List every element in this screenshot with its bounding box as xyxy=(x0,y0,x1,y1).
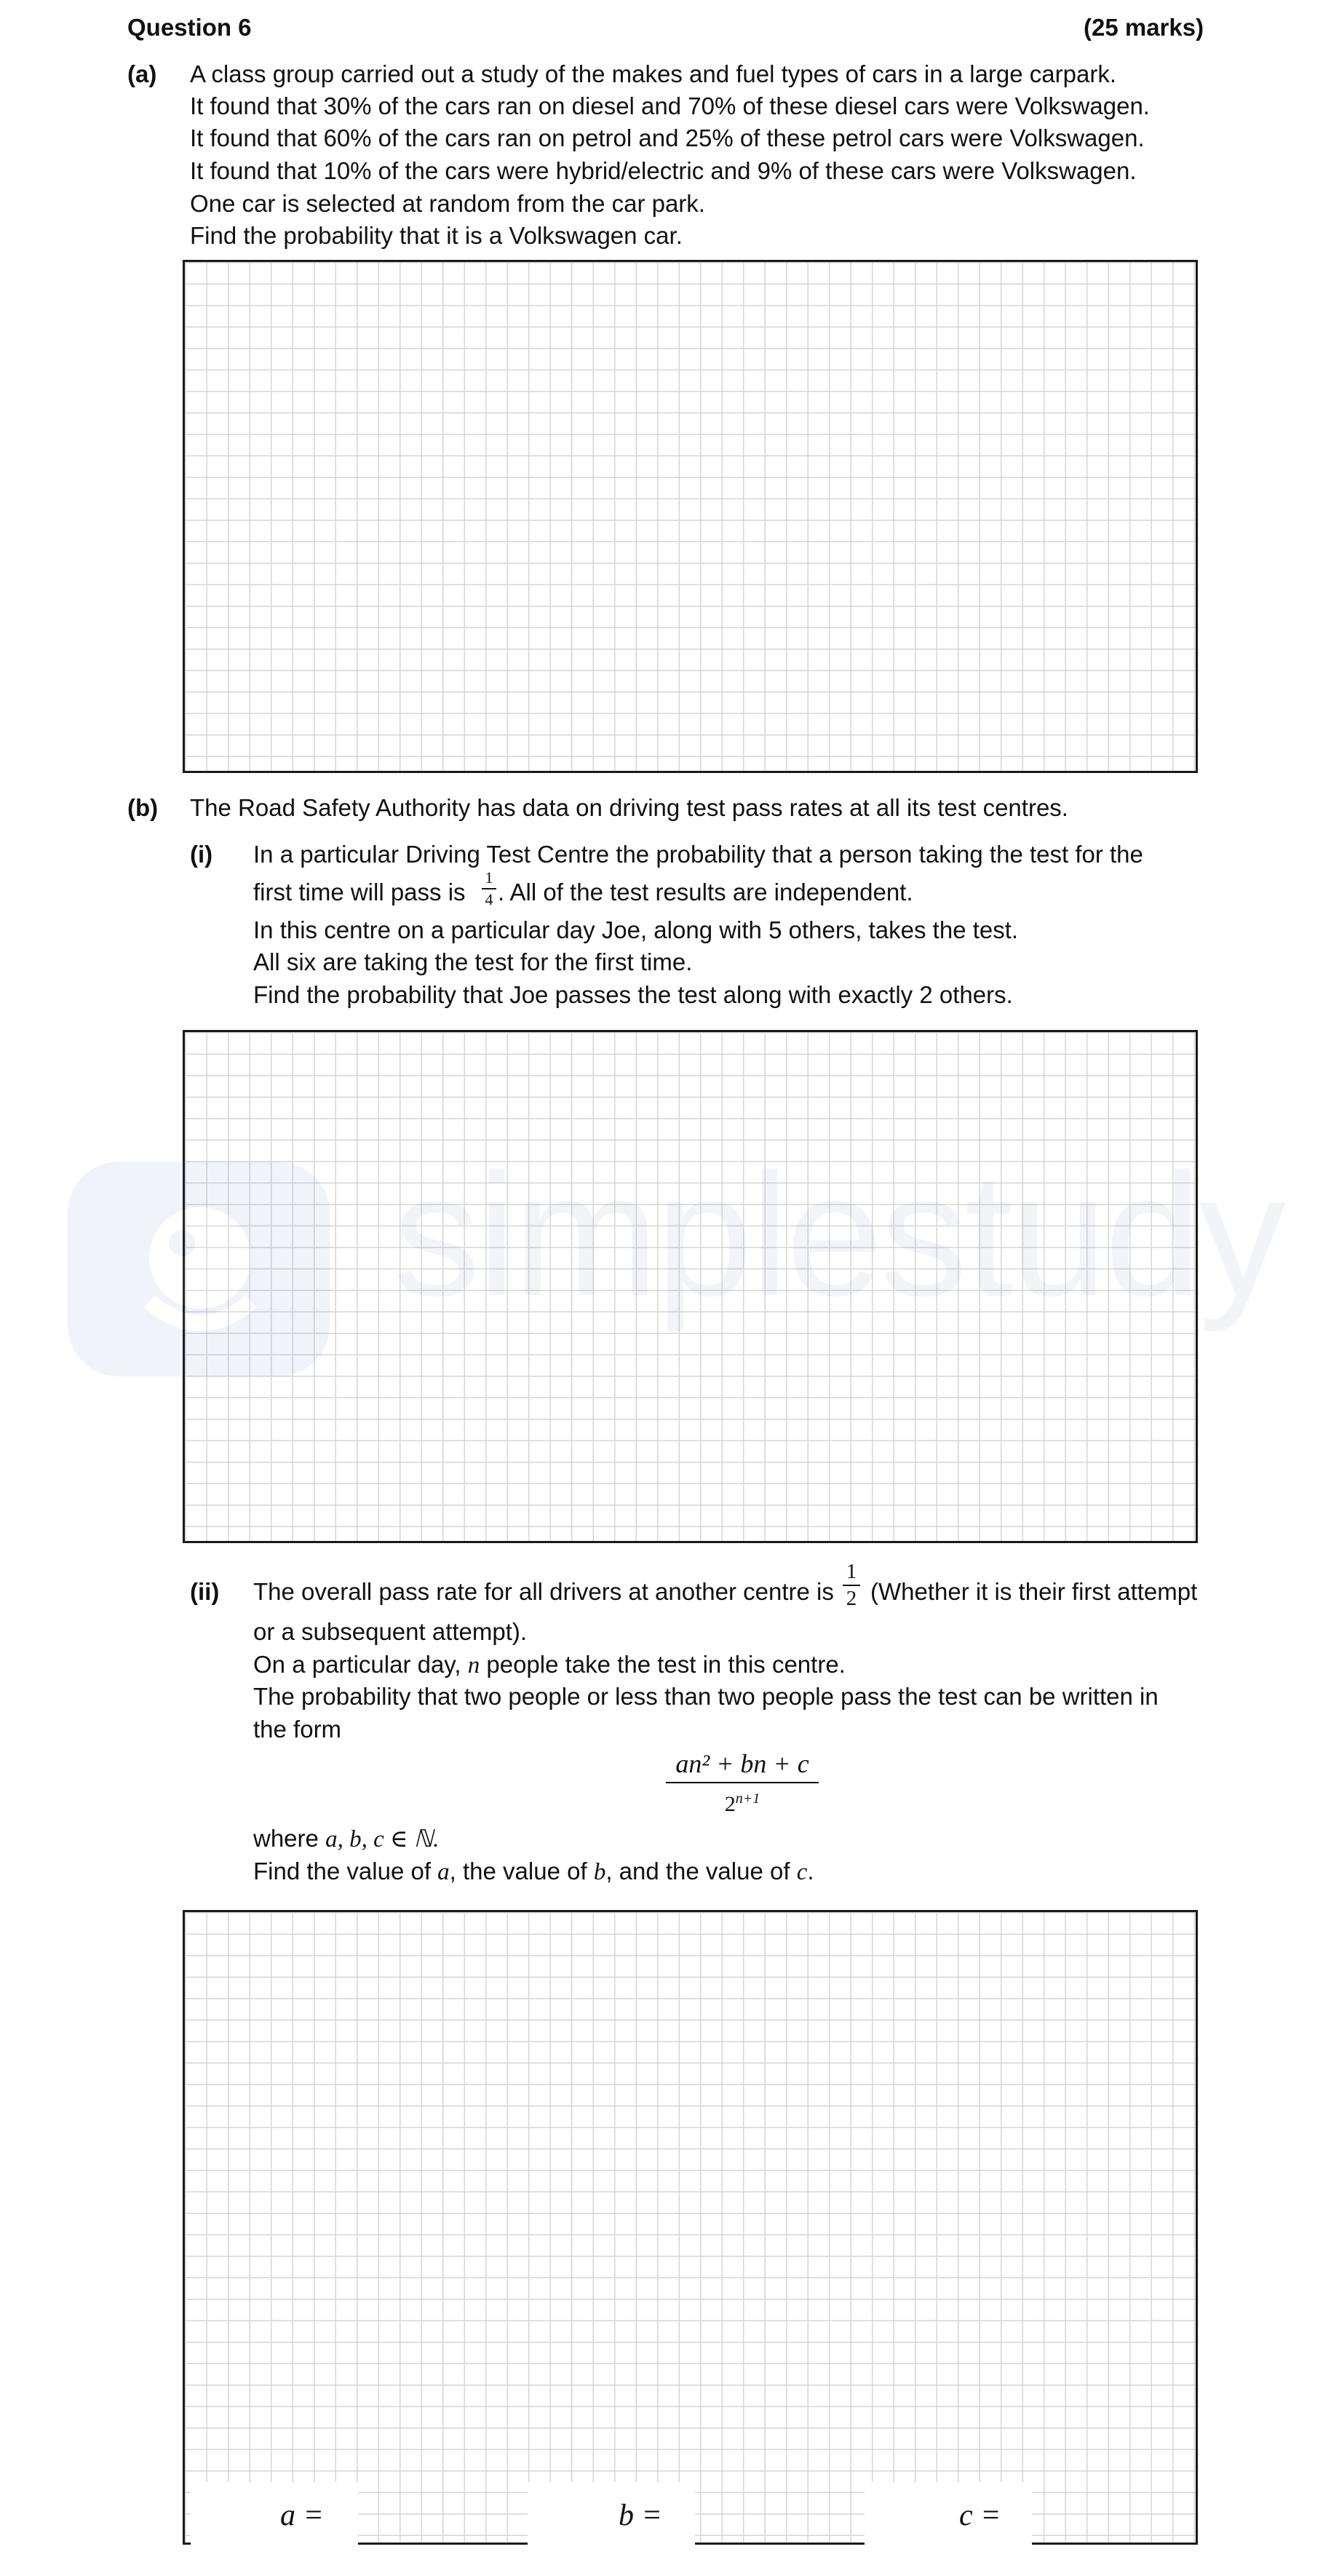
fraction-denominator: 4 xyxy=(485,890,493,908)
part-a-line: A class group carried out a study of the makes and fuel types of cars in a large carpark. xyxy=(190,60,1116,87)
sub-i-line2-start: first time will pass is xyxy=(253,879,466,905)
answer-b-label: b = xyxy=(619,2499,662,2532)
part-a-line: It found that 10% of the cars were hybrid/electric and 9% of these cars were Volkswagen. xyxy=(190,157,1137,184)
sub-ii-line3-end: people take the test in this centre. xyxy=(486,1651,846,1678)
formula xyxy=(659,1748,826,1817)
formula-denominator-exponent: n+1 xyxy=(735,1791,760,1807)
answer-grid-b-i[interactable] xyxy=(183,1030,1198,1543)
find-end: . xyxy=(807,1858,814,1885)
where-text: where xyxy=(253,1825,319,1852)
sub-ii-line3-start: On a particular day, xyxy=(253,1651,461,1678)
sub-ii-line1-start: The overall pass rate for all drivers at another centre is xyxy=(253,1578,834,1605)
answer-strip-b xyxy=(528,2482,695,2545)
part-b-intro: The Road Safety Authority has data on driving test pass rates at all its test centres. xyxy=(190,794,1068,821)
variable-b: b xyxy=(593,1859,606,1885)
sub-ii-line1-end: (Whether it is their first attempt xyxy=(870,1578,1198,1605)
formula-numerator: an² + bn + c xyxy=(675,1749,809,1778)
sub-ii-line4: The probability that two people or less than two people pass the test can be written in xyxy=(253,1683,1159,1710)
find-mid2: , and the value of xyxy=(605,1858,790,1885)
answer-grid-b-ii[interactable] xyxy=(183,1910,1198,2545)
answer-a-label: a = xyxy=(280,2499,324,2532)
formula-denominator-base: 2 xyxy=(724,1792,736,1816)
variable-n: n xyxy=(467,1652,480,1679)
sub-i-line1: In a particular Driving Test Centre the probability that a person taking the test for the xyxy=(253,841,1143,868)
marks-label: (25 marks) xyxy=(1084,14,1204,41)
fraction-numerator: 1 xyxy=(485,868,493,887)
sub-ii-where xyxy=(253,1823,439,1855)
part-a-line: It found that 60% of the cars ran on petrol and 25% of these petrol cars were Volkswagen. xyxy=(190,124,1145,151)
sub-i-label: (i) xyxy=(190,841,213,868)
answer-strip-c xyxy=(865,2482,1032,2545)
answer-strip-a xyxy=(191,2482,358,2545)
part-a-line: One car is selected at random from the car park. xyxy=(190,190,705,217)
sub-ii-line3 xyxy=(253,1649,846,1681)
fraction-one-half xyxy=(843,1561,860,1609)
sub-i-line: Find the probability that Joe passes the test along with exactly 2 others. xyxy=(253,981,1013,1008)
sub-i-line: In this centre on a particular day Joe, along with 5 others, takes the test. xyxy=(253,916,1019,943)
sub-ii-label: (ii) xyxy=(190,1578,220,1605)
sub-ii-line5: the form xyxy=(253,1716,342,1743)
sub-i-line: All six are taking the test for the first time. xyxy=(253,948,693,975)
fraction-bar xyxy=(843,1585,860,1586)
variable-c: c xyxy=(796,1859,808,1885)
formula-denominator xyxy=(659,1786,826,1817)
part-a-label: (a) xyxy=(127,60,157,87)
variable-a: a xyxy=(437,1859,450,1885)
sub-ii-find xyxy=(253,1855,814,1888)
fraction-denominator: 2 xyxy=(846,1587,857,1610)
answer-c-label: c = xyxy=(959,2499,1001,2532)
find-mid1: , the value of xyxy=(449,1858,587,1885)
where-variables: a, b, c ∈ ℕ. xyxy=(325,1826,440,1852)
part-a-line: Find the probability that it is a Volkswagen car. xyxy=(190,222,683,249)
sub-ii-line2: or a subsequent attempt). xyxy=(253,1618,528,1645)
fraction-numerator: 1 xyxy=(846,1560,857,1583)
formula-bar xyxy=(666,1782,819,1783)
find-start: Find the value of xyxy=(253,1858,431,1885)
answer-grid-a[interactable] xyxy=(183,260,1198,773)
question-title: Question 6 xyxy=(127,14,252,41)
fraction-bar xyxy=(482,888,496,889)
part-a-line: It found that 30% of the cars ran on diesel and 70% of these diesel cars were Volkswagen. xyxy=(190,92,1150,119)
part-b-label: (b) xyxy=(127,794,159,821)
fraction-one-quarter xyxy=(482,870,496,908)
sub-i-line2-end: . All of the test results are independent. xyxy=(498,879,913,905)
